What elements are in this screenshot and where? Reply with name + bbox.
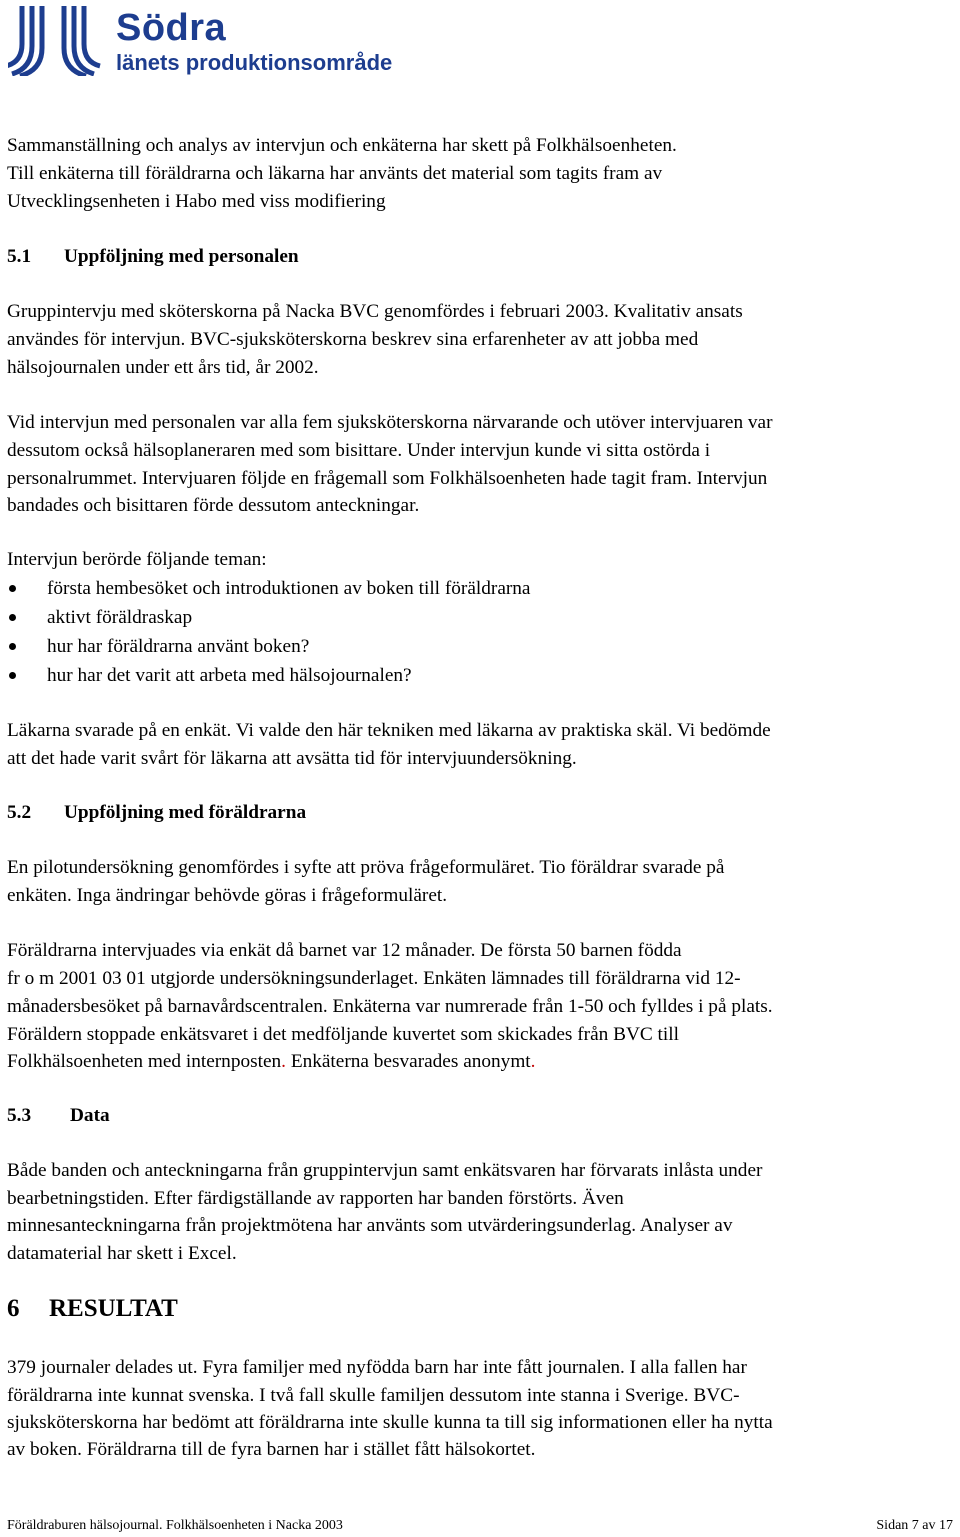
- themes-list: [7, 574, 531, 690]
- section-title: Uppföljning med personalen: [64, 246, 299, 267]
- paragraph-line: [7, 1048, 536, 1076]
- text-segment-red: .: [281, 1051, 286, 1072]
- paragraph-line: av boken. Föräldrarna till de fyra barnen har i stället fått hälsokortet.: [7, 1439, 536, 1460]
- section-title: RESULTAT: [49, 1295, 178, 1322]
- footer-title: Föräldraburen hälsojournal. Folkhälsoenheten i Nacka 2003: [7, 1518, 343, 1533]
- section-number: 5.3: [7, 1105, 32, 1126]
- paragraph-line: Föräldern stoppade enkätsvaret i det medföljande kuvertet som skickades från BVC till: [7, 1024, 679, 1045]
- section-heading-6: [7, 1294, 178, 1324]
- list-item-text: första hembesöket och introduktionen av boken till föräldrarna: [47, 578, 531, 599]
- themes-intro: Intervjun berörde följande teman:: [7, 549, 267, 570]
- intro-line: Sammanställning och analys av intervjun och enkäterna har skett på Folkhälsoenheten.: [7, 135, 677, 156]
- section-title: Uppföljning med föräldrarna: [64, 802, 307, 823]
- bullet-icon: [9, 643, 16, 650]
- bullet-icon: [9, 614, 16, 621]
- sodra-logo-mark-icon: [8, 4, 108, 76]
- section-number: 5.1: [7, 246, 32, 267]
- paragraph-line: Vid intervjun med personalen var alla fem sjuksköterskorna närvarande och utöver intervjuaren var: [7, 412, 773, 433]
- text-segment: Folkhälsoenheten med internposten: [7, 1051, 282, 1072]
- list-item: [7, 574, 531, 603]
- section-heading-5-1: [7, 243, 299, 271]
- list-item-text: hur har föräldrarna använt boken?: [47, 636, 310, 657]
- bullet-icon: [9, 585, 16, 592]
- paragraph-line: enkäten. Inga ändringar behövde göras i frågeformuläret.: [7, 885, 448, 906]
- list-item-text: aktivt föräldraskap: [47, 607, 193, 628]
- page-number: Sidan 7 av 17: [876, 1518, 953, 1533]
- list-item: [7, 632, 531, 661]
- org-name: Södra: [116, 7, 227, 49]
- page-footer: [7, 1518, 953, 1534]
- section-number: 6: [7, 1295, 20, 1322]
- text-segment: Enkäterna besvarades anonymt: [286, 1051, 531, 1072]
- section-title: Data: [70, 1105, 110, 1126]
- intro-line: Till enkäterna till föräldrarna och läkarna har använts det material som tagits fram av: [7, 163, 663, 184]
- paragraph-line: minnesanteckningarna från projektmötena har använts som utvärderingsunderlag. Analyser av: [7, 1215, 733, 1236]
- paragraph-line: Både banden och anteckningarna från gruppintervjun samt enkätsvaren har förvarats inlåsta under: [7, 1160, 763, 1181]
- sodra-logo: [8, 4, 408, 76]
- paragraph-line: Gruppintervju med sköterskorna på Nacka BVC genomfördes i februari 2003. Kvalitativ ansats: [7, 301, 743, 322]
- paragraph-line: månadersbesöket på barnavårdscentralen. Enkäterna var numrerade från 1-50 och fylldes i på plats.: [7, 996, 773, 1017]
- paragraph-line: dessutom också hälsoplaneraren med som bisittare. Under intervjun kunde vi sitta ostörda i: [7, 440, 711, 461]
- org-subtitle: länets produktionsområde: [116, 50, 393, 75]
- paragraph-line: personalrummet. Intervjuaren följde en frågemall som Folkhälsoenheten hade tagit fram. Intervjun: [7, 468, 768, 489]
- paragraph-line: Föräldrarna intervjuades via enkät då barnet var 12 månader. De första 50 barnen födda: [7, 940, 682, 961]
- section-heading-5-3: [7, 1102, 110, 1130]
- list-item-text: hur har det varit att arbeta med hälsojournalen?: [47, 665, 412, 686]
- section-number: 5.2: [7, 802, 32, 823]
- paragraph-line: 379 journaler delades ut. Fyra familjer med nyfödda barn har inte fått journalen. I alla fallen har: [7, 1357, 747, 1378]
- paragraph-line: En pilotundersökning genomfördes i syfte att pröva frågeformuläret. Tio föräldrar svarade på: [7, 857, 725, 878]
- paragraph-line: sjuksköterskorna har bedömt att föräldrarna inte skulle kunna ta till sig informationen eller ha nytta: [7, 1412, 773, 1433]
- text-segment-red: .: [530, 1051, 536, 1072]
- paragraph-line: att det hade varit svårt för läkarna att avsätta tid för intervjuundersökning.: [7, 748, 577, 769]
- bullet-icon: [9, 672, 16, 679]
- paragraph-line: fr o m 2001 03 01 utgjorde undersökningsunderlaget. Enkäten lämnades till föräldrarna vid 12-: [7, 968, 741, 989]
- section-heading-5-2: [7, 799, 306, 827]
- paragraph-line: datamaterial har skett i Excel.: [7, 1243, 237, 1264]
- paragraph-line: bearbetningstiden. Efter färdigställande av rapporten har banden förstörts. Även: [7, 1188, 624, 1209]
- list-item: [7, 661, 531, 690]
- list-item: [7, 603, 531, 632]
- paragraph-line: hälsojournalen under ett års tid, år 2002.: [7, 357, 319, 378]
- logo-text: [116, 8, 392, 76]
- paragraph-line: användes för intervjun. BVC-sjuksköterskorna beskrev sina erfarenheter av att jobba med: [7, 329, 699, 350]
- paragraph-line: bandades och bisittaren förde dessutom anteckningar.: [7, 495, 420, 516]
- intro-line: Utvecklingsenheten i Habo med viss modifiering: [7, 191, 386, 212]
- paragraph-line: Läkarna svarade på en enkät. Vi valde den här tekniken med läkarna av praktiska skäl. Vi bedömde: [7, 720, 771, 741]
- paragraph-line: föräldrarna inte kunnat svenska. I två fall skulle familjen dessutom inte stanna i Sverige. BVC-: [7, 1385, 740, 1406]
